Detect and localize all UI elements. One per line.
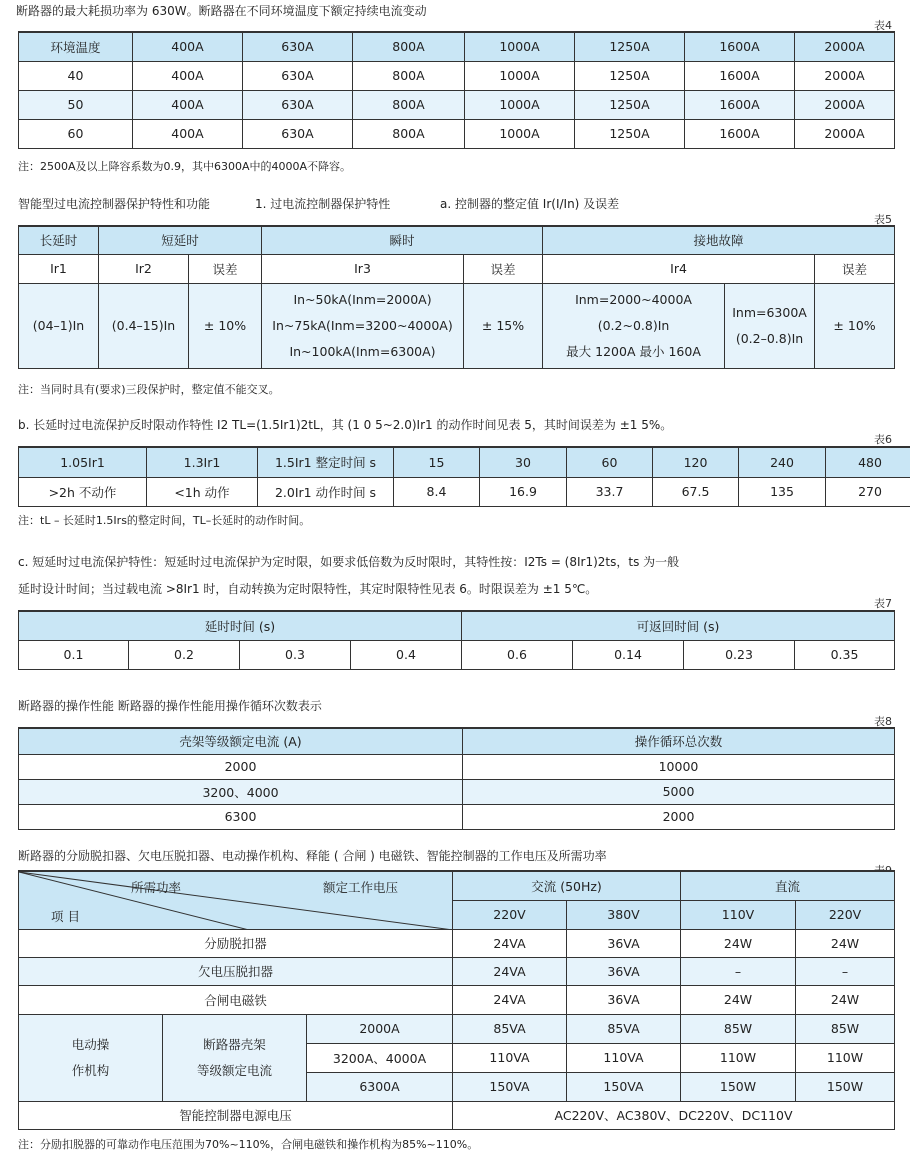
t9-ctrl-name: 智能控制器电源电压 bbox=[19, 1101, 453, 1129]
table-label-4: 表4 bbox=[874, 19, 892, 32]
table-row bbox=[19, 90, 895, 119]
t9-frame-line: 等级额定电流 bbox=[196, 1062, 272, 1078]
t5-group-long: 长延时 bbox=[19, 226, 99, 254]
t4-cell: 800A bbox=[353, 61, 465, 90]
t4-cell: 1000A bbox=[465, 90, 575, 119]
t5-sub: 误差 bbox=[189, 254, 262, 283]
t5-err3: ± 15% bbox=[464, 283, 543, 368]
heading-short-delay-2: 延时设计时间；当过载电流 >8Ir1 时，自动转换为定时限特性，其定时限特性见表 6。时限误差为 ±1 5℃。 bbox=[18, 582, 598, 596]
heading-long-delay: b. 长延时过电流保护反时限动作特性 I2 TL=(1.5Ir1)2tL，其 (1 0 5~2.0)Ir1 的动作时间见表 5，其时间误差为 ±1 5%。 bbox=[18, 418, 673, 432]
t6-cell: 1.05Ir1 bbox=[19, 447, 147, 477]
table-row bbox=[19, 640, 895, 669]
t6-cell: 240 bbox=[739, 447, 826, 477]
t9-cell: 110VA bbox=[453, 1043, 567, 1072]
heading-loss-power: 断路器的最大耗损功率为 630W。断路器在不同环境温度下额定持续电流变动 bbox=[16, 4, 427, 18]
t8-cell: 3200、4000 bbox=[19, 779, 463, 804]
t4-h3: 800A bbox=[353, 32, 465, 61]
t4-cell: 1250A bbox=[575, 90, 685, 119]
t5-ir4-b bbox=[725, 284, 814, 368]
t9-cell: 24VA bbox=[453, 957, 567, 985]
t6-cell: 67.5 bbox=[653, 477, 739, 506]
table-5-sub-row bbox=[19, 254, 895, 283]
t8-cell: 5000 bbox=[463, 779, 895, 804]
t8-cell: 2000 bbox=[19, 754, 463, 779]
t6-cell: 33.7 bbox=[567, 477, 653, 506]
t6-cell: 8.4 bbox=[394, 477, 480, 506]
table-row bbox=[19, 61, 895, 90]
t5-ir4b-line: (0.2–0.8)In bbox=[735, 330, 804, 346]
t4-cell: 630A bbox=[243, 61, 353, 90]
t6-cell: 120 bbox=[653, 447, 739, 477]
t6-cell: 60 bbox=[567, 447, 653, 477]
t4-cell: 1250A bbox=[575, 119, 685, 148]
t9-diagonal-header bbox=[19, 871, 453, 929]
t9-cell: 150W bbox=[796, 1072, 895, 1101]
table-6-note: 注：tL – 长延时1.5Irs的整定时间，TL–长延时的动作时间。 bbox=[18, 514, 311, 527]
table-4-header-row bbox=[19, 32, 895, 61]
t6-cell: 1.5Ir1 整定时间 s bbox=[258, 447, 394, 477]
t9-cell: 110W bbox=[796, 1043, 895, 1072]
table-9-accessories-power bbox=[18, 870, 895, 1130]
t4-cell: 1000A bbox=[465, 119, 575, 148]
t4-h1: 400A bbox=[133, 32, 243, 61]
t4-cell: 400A bbox=[133, 61, 243, 90]
t4-cell: 630A bbox=[243, 90, 353, 119]
table-4-ambient-temperature bbox=[18, 31, 895, 149]
t7-cell: 0.2 bbox=[129, 640, 240, 669]
t9-item: 合闸电磁铁 bbox=[19, 985, 453, 1014]
t9-ctrl-value: AC220V、AC380V、DC220V、DC110V bbox=[453, 1101, 895, 1129]
t8-h1: 操作循环总次数 bbox=[463, 728, 895, 754]
t6-cell: <1h 动作 bbox=[147, 477, 258, 506]
t6-cell: 2.0Ir1 动作时间 s bbox=[258, 477, 394, 506]
t9-diag-right: 额定工作电压 bbox=[323, 880, 399, 895]
t4-h2: 630A bbox=[243, 32, 353, 61]
t9-cell: – bbox=[681, 957, 796, 985]
t9-item: 欠电压脱扣器 bbox=[19, 957, 453, 985]
t5-sub: 误差 bbox=[464, 254, 543, 283]
heading-setting-value: a. 控制器的整定值 Ir(I/In) 及误差 bbox=[440, 197, 620, 211]
t4-cell: 400A bbox=[133, 119, 243, 148]
t9-cell: 150VA bbox=[567, 1072, 681, 1101]
t9-cell: – bbox=[796, 957, 895, 985]
t6-cell: 15 bbox=[394, 447, 480, 477]
t5-ir1: (04–1)In bbox=[19, 283, 99, 368]
table-5-note: 注：当同时具有(要求)三段保护时，整定值不能交叉。 bbox=[18, 383, 280, 396]
t9-cell: 36VA bbox=[567, 957, 681, 985]
t5-sub: Ir4 bbox=[543, 254, 815, 283]
table-8-header-row bbox=[19, 728, 895, 754]
t7-cell: 0.3 bbox=[240, 640, 351, 669]
t4-h6: 1600A bbox=[685, 32, 795, 61]
heading-accessories: 断路器的分励脱扣器、欠电压脱扣器、电动操作机构、释能 ( 合闸 ) 电磁铁、智能控制器的工作电压及所需功率 bbox=[18, 849, 607, 863]
table-row bbox=[19, 985, 895, 1014]
t8-h0: 壳架等级额定电流 (A) bbox=[19, 728, 463, 754]
t9-current: 6300A bbox=[307, 1072, 453, 1101]
t6-cell: 270 bbox=[826, 477, 910, 506]
t5-sub: Ir2 bbox=[99, 254, 189, 283]
t4-h7: 2000A bbox=[795, 32, 895, 61]
table-row bbox=[19, 929, 895, 957]
t4-cell: 400A bbox=[133, 90, 243, 119]
t7-h-return: 可返回时间 (s) bbox=[462, 611, 895, 640]
t8-cell: 10000 bbox=[463, 754, 895, 779]
table-9-note: 注：分励扣脱器的可靠动作电压范围为70%~110%，合闸电磁铁和操作机构为85%~110%。 bbox=[18, 1138, 479, 1151]
t5-ir4a-line: (0.2~0.8)In bbox=[597, 317, 670, 333]
t9-diag-top: 所需功率 bbox=[131, 880, 182, 895]
table-row bbox=[19, 957, 895, 985]
table-row bbox=[19, 779, 895, 804]
t9-motor-line: 作机构 bbox=[71, 1062, 110, 1078]
t9-item: 分励脱扣器 bbox=[19, 929, 453, 957]
t9-frame-line: 断路器壳架 bbox=[203, 1036, 266, 1052]
t5-err4: ± 10% bbox=[815, 283, 895, 368]
table-label-5: 表5 bbox=[874, 213, 892, 226]
t9-frame-label bbox=[163, 1014, 307, 1101]
heading-protection: 智能型过电流控制器保护特性和功能 bbox=[18, 197, 211, 211]
t9-cell: 24W bbox=[681, 985, 796, 1014]
t5-ir3-line: In~75kA(Inm=3200~4000A) bbox=[272, 317, 453, 333]
t6-cell: 1.3Ir1 bbox=[147, 447, 258, 477]
t7-cell: 0.14 bbox=[573, 640, 684, 669]
t9-current: 2000A bbox=[307, 1014, 453, 1043]
t9-cell: 85W bbox=[796, 1014, 895, 1043]
table-5-group-row bbox=[19, 226, 895, 254]
table-row bbox=[19, 119, 895, 148]
t9-cell: 110W bbox=[681, 1043, 796, 1072]
table-label-7: 表7 bbox=[874, 597, 892, 610]
t4-h0: 环境温度 bbox=[19, 32, 133, 61]
t9-cell: 24W bbox=[796, 985, 895, 1014]
table-7-header-row bbox=[19, 611, 895, 640]
table-8-operation-cycles bbox=[18, 727, 895, 830]
t9-volt: 380V bbox=[567, 900, 681, 929]
t5-group-ground: 接地故障 bbox=[543, 226, 895, 254]
t4-cell: 1600A bbox=[685, 90, 795, 119]
table-row bbox=[19, 447, 910, 477]
heading-operation: 断路器的操作性能 断路器的操作性能用操作循环次数表示 bbox=[18, 699, 322, 713]
t9-cell: 24VA bbox=[453, 985, 567, 1014]
t4-cell: 2000A bbox=[795, 119, 895, 148]
table-row bbox=[19, 754, 895, 779]
t4-cell: 40 bbox=[19, 61, 133, 90]
table-7-short-delay bbox=[18, 610, 895, 670]
t5-sub: Ir1 bbox=[19, 254, 99, 283]
t9-cell: 36VA bbox=[567, 929, 681, 957]
table-label-8: 表8 bbox=[874, 715, 892, 728]
t7-cell: 0.1 bbox=[19, 640, 129, 669]
t5-ir4a-line: Inm=2000~4000A bbox=[575, 291, 692, 307]
t6-cell: 135 bbox=[739, 477, 826, 506]
t5-ir4 bbox=[543, 283, 815, 368]
t5-sub: 误差 bbox=[815, 254, 895, 283]
t4-cell: 1600A bbox=[685, 119, 795, 148]
table-9-header-row-1 bbox=[19, 871, 895, 900]
t4-h4: 1000A bbox=[465, 32, 575, 61]
t7-cell: 0.23 bbox=[684, 640, 795, 669]
t9-cell: 150VA bbox=[453, 1072, 567, 1101]
t4-cell: 1600A bbox=[685, 61, 795, 90]
t4-cell: 2000A bbox=[795, 61, 895, 90]
t5-ir3-line: In~100kA(Inm=6300A) bbox=[289, 343, 436, 359]
t5-sub: Ir3 bbox=[262, 254, 464, 283]
t4-cell: 50 bbox=[19, 90, 133, 119]
t4-cell: 60 bbox=[19, 119, 133, 148]
t7-cell: 0.6 bbox=[462, 640, 573, 669]
t5-ir4b-line: Inm=6300A bbox=[732, 304, 807, 320]
table-5-setting-values bbox=[18, 225, 895, 369]
table-row bbox=[19, 1014, 895, 1043]
t9-cell: 150W bbox=[681, 1072, 796, 1101]
t6-cell: >2h 不动作 bbox=[19, 477, 147, 506]
table-row bbox=[19, 1101, 895, 1129]
t9-motor-label bbox=[19, 1014, 163, 1101]
t8-cell: 6300 bbox=[19, 804, 463, 829]
t9-volt: 110V bbox=[681, 900, 796, 929]
table-label-6: 表6 bbox=[874, 433, 892, 446]
t9-cell: 24W bbox=[796, 929, 895, 957]
t9-ac: 交流 (50Hz) bbox=[453, 871, 681, 900]
t4-cell: 800A bbox=[353, 119, 465, 148]
t4-cell: 630A bbox=[243, 119, 353, 148]
table-4-note: 注：2500A及以上降容系数为0.9，其中6300A中的4000A不降容。 bbox=[18, 160, 352, 173]
t9-volt: 220V bbox=[453, 900, 567, 929]
t5-group-short: 短延时 bbox=[99, 226, 262, 254]
t5-ir3 bbox=[262, 283, 464, 368]
t9-cell: 85VA bbox=[453, 1014, 567, 1043]
t6-cell: 480 bbox=[826, 447, 910, 477]
t5-err2: ± 10% bbox=[189, 283, 262, 368]
t6-cell: 30 bbox=[480, 447, 567, 477]
t9-cell: 110VA bbox=[567, 1043, 681, 1072]
t9-cell: 36VA bbox=[567, 985, 681, 1014]
t9-volt: 220V bbox=[796, 900, 895, 929]
t4-h5: 1250A bbox=[575, 32, 685, 61]
t4-cell: 1000A bbox=[465, 61, 575, 90]
t5-ir3-line: In~50kA(Inm=2000A) bbox=[293, 291, 432, 307]
t4-cell: 800A bbox=[353, 90, 465, 119]
t5-group-instant: 瞬时 bbox=[262, 226, 543, 254]
t9-cell: 85W bbox=[681, 1014, 796, 1043]
table-row bbox=[19, 477, 910, 506]
t9-dc: 直流 bbox=[681, 871, 895, 900]
t9-cell: 24W bbox=[681, 929, 796, 957]
t7-cell: 0.35 bbox=[795, 640, 895, 669]
t9-cell: 24VA bbox=[453, 929, 567, 957]
t6-cell: 16.9 bbox=[480, 477, 567, 506]
t4-cell: 1250A bbox=[575, 61, 685, 90]
t4-cell: 2000A bbox=[795, 90, 895, 119]
heading-short-delay-1: c. 短延时过电流保护特性：短延时过电流保护为定时限，如要求低倍数为反时限时，其特性按：I2Ts = (8Ir1)2ts，ts 为一般 bbox=[18, 555, 680, 569]
t5-ir4-a bbox=[543, 284, 725, 368]
table-6-long-delay bbox=[18, 446, 910, 507]
table-row bbox=[19, 283, 895, 368]
t9-motor-line: 电动操 bbox=[71, 1036, 110, 1052]
t9-current: 3200A、4000A bbox=[307, 1043, 453, 1072]
t9-cell: 85VA bbox=[567, 1014, 681, 1043]
t5-ir4a-line: 最大 1200A 最小 160A bbox=[566, 343, 701, 359]
t8-cell: 2000 bbox=[463, 804, 895, 829]
t7-cell: 0.4 bbox=[351, 640, 462, 669]
table-row bbox=[19, 804, 895, 829]
t7-h-delay: 延时时间 (s) bbox=[19, 611, 462, 640]
t9-diag-bottom: 项 目 bbox=[51, 909, 80, 924]
t5-ir2: (0.4–15)In bbox=[99, 283, 189, 368]
heading-overcurrent: 1. 过电流控制器保护特性 bbox=[255, 197, 391, 211]
